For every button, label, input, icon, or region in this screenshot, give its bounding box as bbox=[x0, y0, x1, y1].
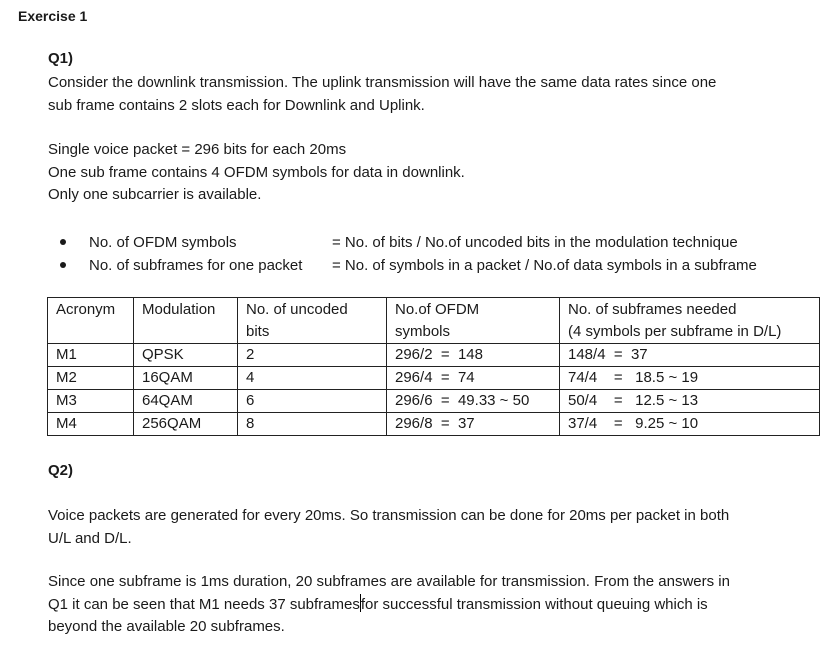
q1-intro-line-2: sub frame contains 2 slots each for Downlink and Uplink. bbox=[48, 96, 425, 114]
bullet-label: No. of OFDM symbols bbox=[89, 234, 237, 251]
cell-acronym: M3 bbox=[48, 390, 134, 413]
bullet-dot-icon bbox=[60, 262, 66, 268]
cell-modulation: QPSK bbox=[134, 344, 238, 367]
cell-subframes: 37/4 = 9.25 ~ 10 bbox=[560, 413, 820, 436]
header-acronym: Acronym bbox=[48, 298, 134, 344]
cell-uncoded-bits: 4 bbox=[238, 367, 387, 390]
table-row bbox=[48, 390, 820, 413]
table-row bbox=[48, 367, 820, 390]
table-header-row bbox=[48, 298, 820, 344]
bullet-label: No. of subframes for one packet bbox=[89, 257, 303, 274]
table-row bbox=[48, 413, 820, 436]
cell-uncoded-bits: 2 bbox=[238, 344, 387, 367]
q1-fact-subcarrier: Only one subcarrier is available. bbox=[48, 186, 262, 203]
cell-ofdm-symbols: 296/4 = 74 bbox=[387, 367, 560, 390]
q2-p1-line-2: U/L and D/L. bbox=[48, 529, 132, 547]
cell-subframes: 148/4 = 37 bbox=[560, 344, 820, 367]
q1-intro-line-1: Consider the downlink transmission. The uplink transmission will have the same data rates since one bbox=[48, 74, 717, 91]
bullet-formula: = No. of symbols in a packet / No.of data symbols in a subframe bbox=[332, 257, 757, 274]
q2-p2-line-2b: for successful transmission without queuing which is bbox=[360, 595, 708, 613]
q2-title: Q2) bbox=[48, 462, 74, 479]
cell-ofdm-symbols: 296/8 = 37 bbox=[387, 413, 560, 436]
modulation-table bbox=[47, 297, 820, 436]
q2-p2-line-3: beyond the available 20 subframes. bbox=[48, 618, 285, 635]
cell-modulation: 64QAM bbox=[134, 390, 238, 413]
q2-p2-line-2a: Q1 it can be seen that M1 needs 37 subframes bbox=[48, 595, 360, 613]
header-uncoded-bits: No. of uncoded bits bbox=[238, 298, 387, 344]
cell-acronym: M1 bbox=[48, 344, 134, 367]
cell-modulation: 16QAM bbox=[134, 367, 238, 390]
q1-fact-packet: Single voice packet = 296 bits for each 20ms bbox=[48, 141, 347, 158]
q2-paragraph-2 bbox=[48, 571, 818, 639]
q1-intro bbox=[48, 72, 818, 117]
header-ofdm-symbols: No.of OFDM symbols bbox=[387, 298, 560, 344]
q1-title: Q1) bbox=[48, 50, 74, 67]
cell-ofdm-symbols: 296/6 = 49.33 ~ 50 bbox=[387, 390, 560, 413]
bullet-dot-icon bbox=[60, 239, 66, 245]
bullet-formula: = No. of bits / No.of uncoded bits in the modulation technique bbox=[332, 234, 738, 251]
cell-subframes: 74/4 = 18.5 ~ 19 bbox=[560, 367, 820, 390]
q2-p1-line-1: Voice packets are generated for every 20ms. So transmission can be done for 20ms per packet in both bbox=[48, 507, 730, 524]
table-row bbox=[48, 344, 820, 367]
q2-p2-line-2 bbox=[48, 594, 818, 617]
cell-subframes: 50/4 = 12.5 ~ 13 bbox=[560, 390, 820, 413]
q1-facts bbox=[48, 139, 818, 207]
header-subframes: No. of subframes needed (4 symbols per subframe in D/L) bbox=[560, 298, 820, 344]
cell-ofdm-symbols: 296/2 = 148 bbox=[387, 344, 560, 367]
header-modulation: Modulation bbox=[134, 298, 238, 344]
q1-fact-symbols: One sub frame contains 4 OFDM symbols for data in downlink. bbox=[48, 163, 465, 181]
cell-acronym: M4 bbox=[48, 413, 134, 436]
q2-p2-line-1: Since one subframe is 1ms duration, 20 subframes are available for transmission. From the answers in bbox=[48, 573, 730, 590]
cell-acronym: M2 bbox=[48, 367, 134, 390]
exercise-title: Exercise 1 bbox=[18, 8, 88, 24]
cell-uncoded-bits: 8 bbox=[238, 413, 387, 436]
q2-paragraph-1 bbox=[48, 505, 818, 550]
cell-uncoded-bits: 6 bbox=[238, 390, 387, 413]
cell-modulation: 256QAM bbox=[134, 413, 238, 436]
